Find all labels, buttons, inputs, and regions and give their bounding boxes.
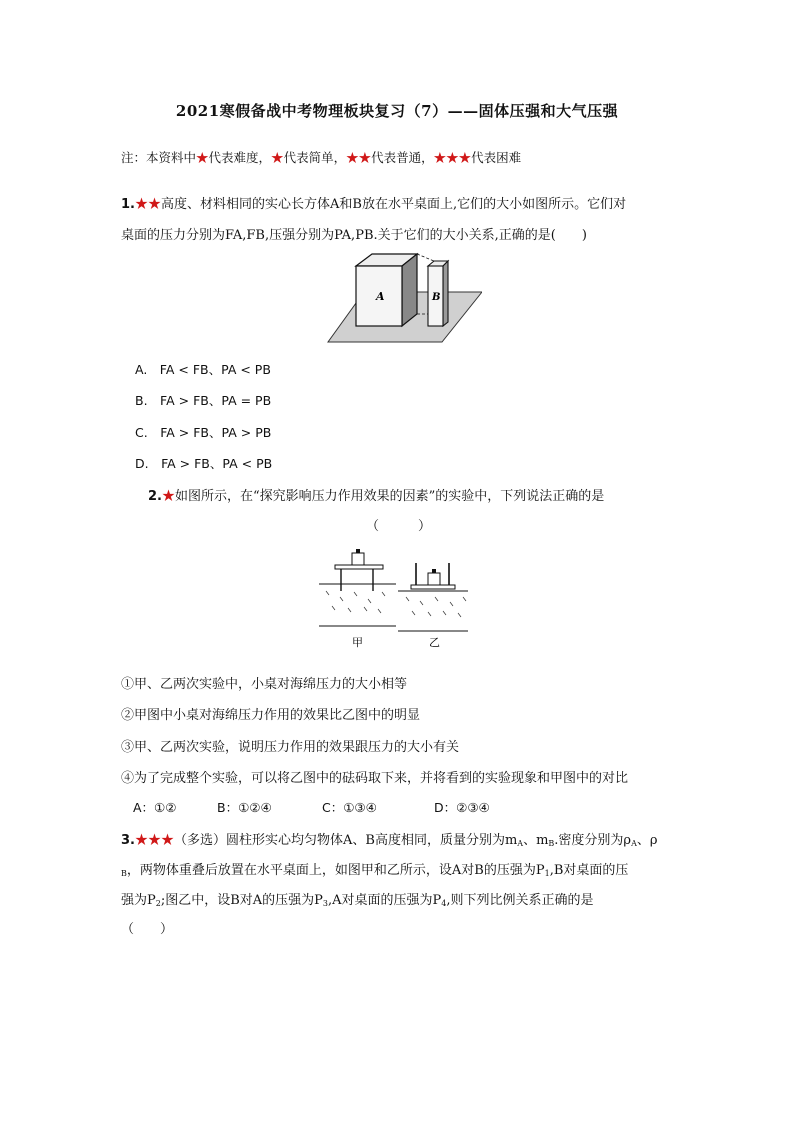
q3-line3: 强为$P_2$;图乙中，设B对A的压强为$P_3,A$对桌面的压强为$P_4$,则下列比例关系正确的是 [121, 893, 594, 908]
star-icon: ★ [271, 150, 284, 165]
q3-answer-paren: （ ） [121, 922, 174, 937]
label-yi: 乙 [429, 636, 440, 649]
q1-option-b: B. FA > FB、PA = PB [135, 393, 272, 408]
block-a-side [402, 254, 417, 326]
q1-line1: 1.★★高度、材料相同的实心长方体A和B放在水平桌面上,它们的大小如图所示。它们对 [121, 197, 627, 212]
page-title: 2021寒假备战中考物理板块复习（7）——固体压强和大气压强 [175, 102, 619, 120]
label-a: A [376, 290, 385, 303]
q2-statement-2: ②甲图中小桌对海绵压力作用的效果比乙图中的明显 [121, 708, 421, 723]
q1-figure [322, 252, 482, 350]
table-top-yi [411, 585, 455, 589]
weight-jia [352, 553, 364, 565]
star-icon: ★★ [346, 150, 372, 165]
q2-statement-4: ④为了完成整个实验，可以将乙图中的砝码取下来，并将看到的实验现象和甲图中的对比 [121, 771, 629, 786]
block-b-side [443, 261, 448, 326]
q1-line2: 桌面的压力分别为FA,FB,压强分别为PA,PB.关于它们的大小关系,正确的是( ) [121, 228, 587, 243]
label-jia: 甲 [352, 636, 363, 649]
star-icon: ★★ [134, 197, 161, 212]
star-icon: ★ [196, 150, 209, 165]
sponge-texture-jia [326, 591, 385, 613]
q3-line1: 3.★★★（多选）圆柱形实心均匀物体A、B高度相同，质量分别为$m_A$、$m_B$.密度分别为$\rho_A$、ρ [121, 833, 658, 848]
q2-statement-1: ①甲、乙两次实验中，小桌对海绵压力的大小相等 [121, 677, 408, 692]
q2-statement-3: ③甲、乙两次实验，说明压力作用的效果跟压力的大小有关 [121, 740, 460, 755]
q2-option-d: D：②③④ [434, 800, 490, 815]
q2-option-b: B：①②④ [217, 800, 272, 815]
weight-yi-knob [432, 569, 436, 573]
q1-option-a: A. FA < FB、PA < PB [135, 362, 271, 377]
star-icon: ★★★ [433, 150, 472, 165]
q2-line1: 2.★如图所示，在“探究影响压力作用效果的因素”的实验中，下列说法正确的是 [148, 489, 605, 504]
weight-jia-knob [356, 549, 360, 553]
weight-yi [428, 573, 440, 585]
sponge-texture-yi [406, 597, 466, 617]
label-b: B [432, 292, 441, 303]
difficulty-note: 注：本资料中★代表难度，★代表简单，★★代表普通，★★★代表困难 [121, 150, 522, 165]
table-top-jia [335, 565, 383, 569]
q2-answer-paren: （ ） [366, 519, 432, 534]
star-icon: ★★★ [134, 833, 174, 848]
q1-option-c: C. FA > FB、PA > PB [135, 425, 272, 440]
q2-option-c: C：①③④ [322, 800, 377, 815]
q2-figure [318, 545, 468, 649]
q2-option-a: A：①② [133, 800, 177, 815]
star-icon: ★ [161, 489, 175, 504]
q1-option-d: D. FA > FB、PA < PB [135, 456, 273, 471]
q3-line2: $_B$，两物体重叠后放置在水平桌面上，如图甲和乙所示，设A对B的压强为$P_1,B$对桌面的压 [121, 863, 629, 878]
